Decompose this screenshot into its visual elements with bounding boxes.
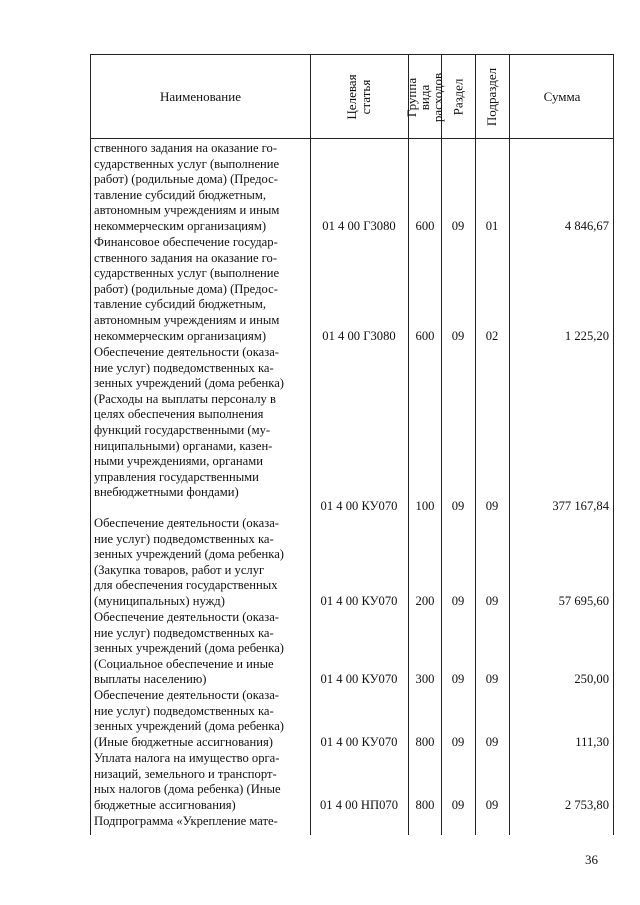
row-name: Обеспечение деятельности (оказа- ние услуг) подведомственных ка- зенных учреждений (дома ребенка) (Расходы на выплаты персоналу в целях обеспечения выполнения функций государственными (му- ниципальными) органами, казен- ными учреждениями, органами управления государственными внебюджетными фондами) bbox=[94, 345, 284, 500]
row-name: ственного задания на оказание го- сударственных услуг (выполнение работ) (родильные дома) (Предос- тавление субсидий бюджетным, автономным учреждениям и иным некоммерческим организациям) bbox=[94, 141, 280, 233]
row-section: 09 bbox=[451, 735, 465, 749]
row-sum: 4 846,67 bbox=[564, 219, 609, 233]
row-group: 800 bbox=[415, 798, 435, 812]
row-section: 09 bbox=[451, 672, 465, 686]
row-section: 09 bbox=[451, 499, 465, 513]
row-subsection: 02 bbox=[485, 329, 499, 343]
row-group: 300 bbox=[415, 672, 435, 686]
row-name: Уплата налога на имущество орга- низаций, земельного и транспорт- ных налогов (дома ребенка) (Иные бюджетные ассигнования) bbox=[94, 751, 281, 812]
header-group: Группа вида расходов bbox=[404, 72, 445, 122]
row-sum: 250,00 bbox=[574, 672, 609, 686]
row-sum: 2 753,80 bbox=[564, 798, 609, 812]
row-target-code: 01 4 00 КУ070 bbox=[320, 672, 398, 686]
table-header bbox=[91, 55, 613, 139]
header-name: Наименование bbox=[160, 89, 241, 104]
row-subsection: 01 bbox=[485, 219, 499, 233]
row-group: 200 bbox=[415, 594, 435, 608]
row-subsection: 09 bbox=[485, 499, 499, 513]
row-target-code: 01 4 00 КУ070 bbox=[320, 594, 398, 608]
row-name: Обеспечение деятельности (оказа- ние услуг) подведомственных ка- зенных учреждений (дома ребенка) (Закупка товаров, работ и услуг для обеспечения государственных (муниципальных) нужд) bbox=[94, 516, 284, 608]
header-target: Целевая статья bbox=[344, 74, 373, 120]
row-target-code: 01 4 00 КУ070 bbox=[320, 499, 398, 513]
page-number: 36 bbox=[585, 852, 598, 867]
budget-table bbox=[90, 54, 614, 835]
row-section: 09 bbox=[451, 594, 465, 608]
row-target-code: 01 4 00 КУ070 bbox=[320, 735, 398, 749]
row-name: Финансовое обеспечение государ- ственного задания на оказание го- сударственных услуг (выполнение работ) (родильные дома) (Предос- тавление субсидий бюджетным, автономным учреждениям и иным некоммерческим организациям) bbox=[94, 235, 280, 343]
row-name: Обеспечение деятельности (оказа- ние услуг) подведомственных ка- зенных учреждений (дома ребенка) (Социальное обеспечение и иные выплаты населению) bbox=[94, 610, 284, 687]
row-subsection: 09 bbox=[485, 798, 499, 812]
column-divider bbox=[509, 55, 510, 835]
column-divider bbox=[408, 55, 409, 835]
row-subsection: 09 bbox=[485, 594, 499, 608]
row-target-code: 01 4 00 Г3080 bbox=[322, 329, 396, 343]
row-group: 800 bbox=[415, 735, 435, 749]
row-sum: 1 225,20 bbox=[564, 329, 609, 343]
column-divider bbox=[441, 55, 442, 835]
row-section: 09 bbox=[451, 329, 465, 343]
row-subsection: 09 bbox=[485, 735, 499, 749]
row-target-code: 01 4 00 НП070 bbox=[319, 798, 398, 812]
row-sum: 57 695,60 bbox=[558, 594, 609, 608]
row-name: Обеспечение деятельности (оказа- ние услуг) подведомственных ка- зенных учреждений (дома ребенка) (Иные бюджетные ассигнования) bbox=[94, 688, 284, 749]
row-group: 600 bbox=[415, 329, 435, 343]
row-sum: 377 167,84 bbox=[552, 499, 609, 513]
row-section: 09 bbox=[451, 798, 465, 812]
row-target-code: 01 4 00 Г3080 bbox=[322, 219, 396, 233]
row-group: 600 bbox=[415, 219, 435, 233]
header-sum: Сумма bbox=[543, 89, 581, 104]
row-name: Подпрограмма «Укрепление мате- bbox=[94, 814, 278, 828]
row-sum: 111,30 bbox=[575, 735, 609, 749]
header-section: Раздел bbox=[450, 78, 465, 116]
column-divider bbox=[310, 55, 311, 835]
row-section: 09 bbox=[451, 219, 465, 233]
row-group: 100 bbox=[415, 499, 435, 513]
column-divider bbox=[475, 55, 476, 835]
row-subsection: 09 bbox=[485, 672, 499, 686]
header-subsection: Подраздел bbox=[484, 67, 500, 127]
